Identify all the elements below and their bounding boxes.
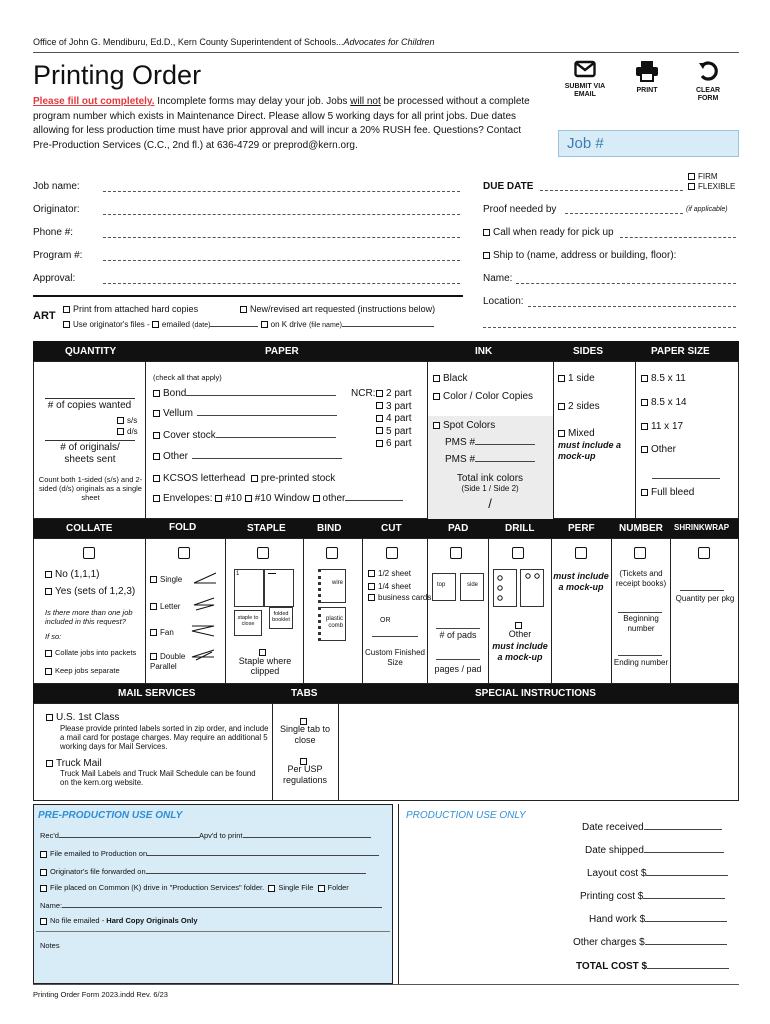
fold-fan-icon	[190, 624, 216, 638]
submit-email-button[interactable]: SUBMIT VIA EMAIL	[560, 60, 610, 99]
page-title: Printing Order	[33, 60, 202, 90]
file-emailed-checkbox[interactable]: File emailed to Production on	[40, 849, 379, 858]
new-art-checkbox[interactable]: New/revised art requested (instructions below)	[240, 304, 435, 314]
one-side-checkbox[interactable]: 1 side	[558, 373, 595, 384]
shrinkwrap-checkbox[interactable]	[698, 546, 710, 564]
call-input[interactable]	[620, 237, 736, 238]
program-input[interactable]	[103, 260, 460, 261]
cut-quarter-checkbox[interactable]: 1/4 sheet	[368, 581, 431, 594]
size-other-checkbox[interactable]: Other	[641, 444, 676, 455]
ncr-3-checkbox[interactable]: 3 part	[376, 401, 412, 414]
originals-input[interactable]	[45, 440, 135, 441]
call-when-ready-checkbox[interactable]: Call when ready for pick up	[483, 227, 614, 238]
collate-packets-checkbox[interactable]: Collate jobs into packets	[45, 648, 136, 657]
custom-size-input[interactable]	[372, 636, 418, 637]
pad-checkbox[interactable]	[450, 546, 462, 564]
file-placed-checkbox[interactable]: File placed on Common (K) drive in "Production Services" folder.	[40, 883, 264, 892]
program-label: Program #:	[33, 250, 83, 261]
ink-color-checkbox[interactable]: Color / Color Copies	[433, 391, 533, 402]
qty-per-pkg-input[interactable]	[680, 590, 724, 591]
pads-input[interactable]	[436, 628, 480, 629]
ncr-4-checkbox[interactable]: 4 part	[376, 413, 412, 426]
cut-half-checkbox[interactable]: 1/2 sheet	[368, 568, 431, 581]
ending-number-input[interactable]	[618, 655, 662, 656]
pages-per-pad-input[interactable]	[436, 659, 480, 660]
envelopes-checkbox[interactable]: Envelopes:	[153, 493, 212, 504]
printer-icon	[635, 60, 659, 82]
job-name-input[interactable]	[103, 191, 460, 192]
proof-input[interactable]	[565, 213, 683, 214]
office-line: Office of John G. Mendiburu, Ed.D., Kern County Superintendent of Schools...Advocates for Children	[33, 37, 435, 47]
env-other-checkbox[interactable]: other	[313, 493, 346, 504]
job-name-label: Job name:	[33, 181, 80, 192]
copies-input[interactable]	[45, 398, 135, 399]
ship-location-input[interactable]	[528, 306, 736, 307]
collate-yes-checkbox[interactable]: Yes (sets of 1,2,3)	[45, 586, 135, 597]
keep-separate-checkbox[interactable]: Keep jobs separate	[45, 666, 120, 675]
bond-checkbox[interactable]: Bond	[153, 388, 336, 399]
special-instructions-field[interactable]	[342, 706, 735, 798]
file-forwarded-checkbox[interactable]: Originator's file forwarded on	[40, 867, 366, 876]
beginning-number-input[interactable]	[618, 612, 662, 613]
ship-location-label: Location:	[483, 296, 524, 307]
section-bar-2: COLLATE FOLD STAPLE BIND CUT PAD DRILL PERF NUMBER SHRINKWRAP	[33, 519, 739, 538]
full-bleed-checkbox[interactable]: Full bleed	[641, 487, 694, 498]
perf-checkbox[interactable]	[575, 546, 587, 564]
spot-colors-checkbox[interactable]: Spot Colors	[433, 420, 495, 431]
no-file-checkbox[interactable]: No file emailed - Hard Copy Originals Only	[40, 916, 198, 925]
originator-input[interactable]	[103, 214, 460, 215]
paper-other-checkbox[interactable]: Other	[153, 451, 342, 462]
ds-checkbox[interactable]: d/s	[117, 427, 138, 436]
phone-input[interactable]	[103, 237, 460, 238]
clear-form-button[interactable]: CLEAR FORM	[688, 60, 728, 103]
ship-to-checkbox[interactable]: Ship to (name, address or building, floor):	[483, 250, 676, 261]
print-button[interactable]: PRINT	[625, 60, 669, 94]
cover-stock-checkbox[interactable]: Cover stock	[153, 430, 336, 441]
truck-mail-checkbox[interactable]: Truck Mail	[46, 758, 102, 769]
proof-label: Proof needed by	[483, 204, 557, 215]
ship-location-input-2[interactable]	[483, 327, 736, 328]
section-bar-1: QUANTITY PAPER INK SIDES PAPER SIZE	[33, 341, 739, 361]
ncr-5-checkbox[interactable]: 5 part	[376, 426, 412, 439]
art-label: ART	[33, 310, 56, 322]
ncr-2-checkbox[interactable]: 2 part	[376, 388, 412, 401]
size-8x11-checkbox[interactable]: 8.5 x 11	[641, 373, 686, 384]
fold-fan-checkbox[interactable]: Fan	[150, 628, 174, 637]
ss-checkbox[interactable]: s/s	[117, 416, 137, 425]
refresh-icon	[697, 60, 719, 82]
originator-label: Originator:	[33, 204, 80, 215]
mixed-checkbox[interactable]: Mixed	[558, 428, 595, 439]
size-8x14-checkbox[interactable]: 8.5 x 14	[641, 397, 687, 408]
preprinted-checkbox[interactable]: pre-printed stock	[251, 473, 335, 484]
approval-input[interactable]	[103, 283, 460, 284]
ship-name-label: Name:	[483, 273, 513, 284]
fold-letter-checkbox[interactable]: Letter	[150, 602, 180, 611]
bind-checkbox[interactable]	[326, 546, 338, 564]
cut-checkbox[interactable]	[386, 546, 398, 564]
use-files-checkbox[interactable]: Use originator's files - emailed (date) on K drive (file name)	[63, 320, 434, 329]
footer-text: Printing Order Form 2023.indd Rev. 6/23	[33, 990, 168, 999]
ncr-6-checkbox[interactable]: 6 part	[376, 438, 412, 451]
cut-cards-checkbox[interactable]: business cards	[368, 593, 431, 602]
phone-label: Phone #:	[33, 227, 74, 238]
fold-double-icon	[190, 648, 216, 662]
fold-double-checkbox[interactable]: Double Parallel	[150, 652, 186, 671]
env-10-checkbox[interactable]: #10	[215, 493, 242, 504]
vellum-checkbox[interactable]: Vellum	[153, 408, 337, 419]
size-other-input[interactable]	[652, 478, 720, 479]
envelope-icon	[574, 60, 596, 78]
print-attached-checkbox[interactable]: Print from attached hard copies	[63, 304, 198, 314]
notice-text: Please fill out completely. Incomplete forms may delay your job. Jobs will not be processed without a complete program number which exists in Maintenance Direct. Please allow 5 working days for all print jobs. Due dates allowing for less production time must have prior approval and will incur a 20% RUSH fee. Questions? Contact Pre-Production Services (C.C., 2nd fl.) at 636-4729 or preprod@kern.org.	[33, 96, 530, 151]
collate-checkbox[interactable]	[83, 546, 95, 564]
drill-checkbox[interactable]	[512, 546, 524, 564]
firm-checkbox[interactable]: FIRM	[688, 172, 735, 182]
due-date-label: DUE DATE	[483, 181, 534, 192]
flexible-checkbox[interactable]: FLEXIBLE	[688, 182, 735, 192]
ship-name-input[interactable]	[516, 283, 736, 284]
section-bar-3: MAIL SERVICES TABS SPECIAL INSTRUCTIONS	[33, 684, 739, 703]
fold-single-icon	[192, 571, 218, 585]
env-10w-checkbox[interactable]: #10 Window	[245, 493, 310, 504]
fold-checkbox[interactable]	[178, 546, 190, 564]
folder-checkbox[interactable]: Folder	[318, 883, 349, 892]
approval-label: Approval:	[33, 273, 76, 284]
kcsos-checkbox[interactable]: KCSOS letterhead	[153, 473, 245, 484]
two-sides-checkbox[interactable]: 2 sides	[558, 401, 600, 412]
due-date-input[interactable]	[540, 190, 683, 191]
ink-black-checkbox[interactable]: Black	[433, 373, 467, 384]
fold-single-checkbox[interactable]: Single	[150, 575, 182, 584]
number-checkbox[interactable]	[634, 546, 646, 564]
job-number-field[interactable]: Job #	[558, 130, 739, 157]
size-11x17-checkbox[interactable]: 11 x 17	[641, 421, 683, 432]
collate-no-checkbox[interactable]: No (1,1,1)	[45, 569, 99, 580]
single-file-checkbox[interactable]: Single File	[268, 883, 313, 892]
us-first-class-checkbox[interactable]: U.S. 1st Class	[46, 712, 119, 723]
fold-letter-icon	[192, 596, 218, 612]
staple-checkbox[interactable]	[257, 546, 269, 564]
